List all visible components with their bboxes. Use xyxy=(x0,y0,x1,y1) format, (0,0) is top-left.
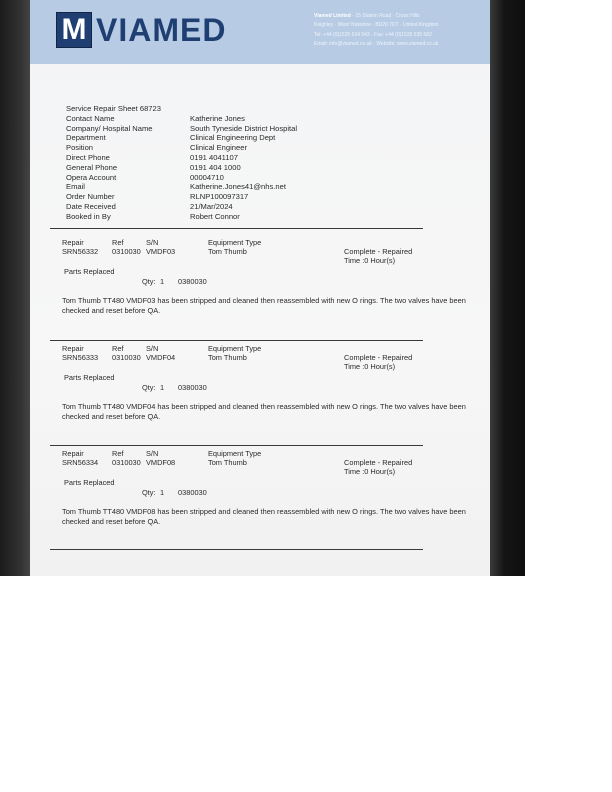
info-row xyxy=(66,133,486,143)
photo-right-edge xyxy=(490,0,525,576)
info-row xyxy=(66,212,486,222)
company-line-1: 15 Station Road · Cross Hills xyxy=(355,13,420,19)
parts-replaced-label: Parts Replaced xyxy=(64,478,115,487)
equipment-type-column-label: Equipment Type xyxy=(208,344,262,353)
sn-column-label: S/N xyxy=(146,238,159,247)
part-number: 0380030 xyxy=(178,488,207,497)
info-label: Order Number xyxy=(66,192,115,202)
info-row xyxy=(66,114,486,124)
info-label: General Phone xyxy=(66,162,118,172)
ref-number: 0310030 xyxy=(112,353,141,362)
service-repair-sheet xyxy=(30,0,490,576)
repair-number: SRN56332 xyxy=(62,247,99,256)
info-row xyxy=(66,143,486,153)
parts-replaced-label: Parts Replaced xyxy=(64,373,115,382)
qty-value: 1 xyxy=(160,383,165,392)
info-row xyxy=(66,153,486,163)
letterhead xyxy=(30,0,490,64)
repair-status: Complete - Repaired xyxy=(344,353,413,362)
info-value: Clinical Engineer xyxy=(190,143,247,153)
info-value: Robert Connor xyxy=(190,211,240,221)
equipment-name: Tom Thumb xyxy=(208,458,247,467)
viamed-logo-text: VIAMED xyxy=(96,12,227,48)
company-line-4: Email: info@viamed.co.uk · Website: www.viamed.co.uk xyxy=(314,41,439,48)
info-label: Opera Account xyxy=(66,172,117,182)
company-name: Viamed Limited xyxy=(314,13,351,19)
qty-label: Qty: xyxy=(142,277,156,286)
info-label: Service Repair Sheet 68723 xyxy=(66,104,161,113)
info-row xyxy=(66,202,486,212)
company-line-2: Keighley · West Yorkshire · BD20 7DT · United Kingdom xyxy=(314,22,439,29)
info-label: Date Received xyxy=(66,201,116,211)
info-label: Email xyxy=(66,182,85,192)
sheet-details xyxy=(66,104,486,222)
info-value: 0191 404 1000 xyxy=(190,162,241,172)
repair-description: Tom Thumb TT480 VMDF08 has been stripped and cleaned then reassembled with new O rings. The two valves have been checked and reset before QA. xyxy=(62,507,466,526)
repair-column-label: Repair xyxy=(62,344,84,353)
info-row xyxy=(66,124,486,134)
info-value: 0191 4041107 xyxy=(190,152,239,162)
info-value: 00004710 xyxy=(190,172,224,182)
repair-number: SRN56333 xyxy=(62,353,99,362)
repair-time: Time :0 Hour(s) xyxy=(344,467,396,476)
info-label: Booked in By xyxy=(66,211,111,221)
sn-column-label: S/N xyxy=(146,449,159,458)
sn-column-label: S/N xyxy=(146,344,159,353)
repair-status: Complete - Repaired xyxy=(344,458,413,467)
equipment-type-column-label: Equipment Type xyxy=(208,449,262,458)
parts-replaced-label: Parts Replaced xyxy=(64,267,115,276)
photo-left-edge xyxy=(0,0,30,576)
info-row xyxy=(66,104,486,114)
ref-column-label: Ref xyxy=(112,344,124,353)
info-label: Department xyxy=(66,133,106,143)
equipment-name: Tom Thumb xyxy=(208,353,247,362)
qty-value: 1 xyxy=(160,277,165,286)
ref-column-label: Ref xyxy=(112,238,124,247)
repair-column-label: Repair xyxy=(62,449,84,458)
part-number: 0380030 xyxy=(178,383,207,392)
info-row xyxy=(66,182,486,192)
repair-number: SRN56334 xyxy=(62,458,99,467)
repair-description: Tom Thumb TT480 VMDF04 has been stripped and cleaned then reassembled with new O rings. The two valves have been checked and reset before QA. xyxy=(62,402,466,421)
info-label: Position xyxy=(66,143,94,153)
ref-number: 0310030 xyxy=(112,458,141,467)
section-divider xyxy=(50,549,423,550)
equipment-type-column-label: Equipment Type xyxy=(208,238,262,247)
info-label: Company/ Hospital Name xyxy=(66,123,153,133)
qty-label: Qty: xyxy=(142,383,156,392)
info-row xyxy=(66,192,486,202)
info-label: Direct Phone xyxy=(66,152,110,162)
qty-value: 1 xyxy=(160,488,165,497)
repair-status: Complete - Repaired xyxy=(344,247,413,256)
ref-number: 0310030 xyxy=(112,247,141,256)
repair-column-label: Repair xyxy=(62,238,84,247)
info-value: 21/Mar/2024 xyxy=(190,201,233,211)
info-value: Clinical Engineering Dept xyxy=(190,133,276,143)
company-address: Viamed Limited · 15 Station Road · Cross Hills Keighley · West Yorkshire · BD20 7DT · United Kingdom Tel: +44 (0)1535 634 542 · Fax: +44 (0)1535 635 582 Email: info@viamed.co.uk · Website: www.viamed.co.uk xyxy=(314,12,484,50)
viamed-logo-icon: M xyxy=(56,12,92,48)
info-row xyxy=(66,163,486,173)
ref-column-label: Ref xyxy=(112,449,124,458)
section-divider xyxy=(50,228,423,229)
qty-label: Qty: xyxy=(142,488,156,497)
repair-time: Time :0 Hour(s) xyxy=(344,256,396,265)
info-value: Katherine Jones xyxy=(190,113,245,123)
serial-number: VMDF04 xyxy=(146,353,176,362)
repair-time: Time :0 Hour(s) xyxy=(344,362,396,371)
repair-description: Tom Thumb TT480 VMDF03 has been stripped and cleaned then reassembled with new O rings. The two valves have been checked and reset before QA. xyxy=(62,296,466,315)
info-value: South Tyneside District Hospital xyxy=(190,123,298,133)
info-value: Katherine.Jones41@nhs.net xyxy=(190,182,286,192)
company-line-3: Tel: +44 (0)1535 634 542 · Fax: +44 (0)1535 635 582 xyxy=(314,31,432,38)
serial-number: VMDF03 xyxy=(146,247,176,256)
equipment-name: Tom Thumb xyxy=(208,247,247,256)
section-divider xyxy=(50,340,423,341)
part-number: 0380030 xyxy=(178,277,207,286)
info-row xyxy=(66,173,486,183)
info-label: Contact Name xyxy=(66,113,115,123)
serial-number: VMDF08 xyxy=(146,458,176,467)
section-divider xyxy=(50,445,423,446)
info-value: RLNP100097317 xyxy=(190,192,249,202)
